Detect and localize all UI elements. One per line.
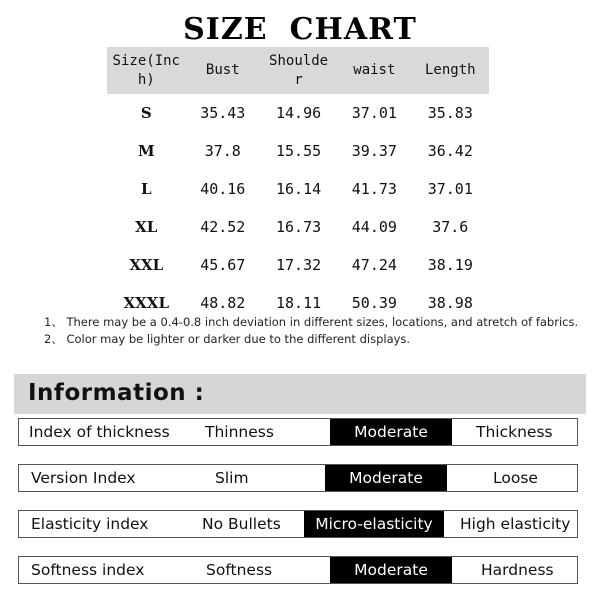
info-row-version bbox=[18, 464, 578, 492]
cell-size: M bbox=[137, 142, 155, 160]
cell-shoulder: 14.96 bbox=[275, 104, 322, 122]
header-size: Size(Inc h) bbox=[107, 47, 186, 94]
info-label: Softness index bbox=[31, 561, 145, 579]
cell-shoulder: 15.55 bbox=[275, 142, 322, 160]
cell-shoulder: 18.11 bbox=[275, 294, 322, 312]
table-row bbox=[107, 246, 489, 284]
note-2: 2、 Color may be lighter or darker due to the different displays. bbox=[44, 332, 411, 346]
header-length: Length bbox=[412, 47, 489, 94]
title-word-chart: CHART bbox=[289, 12, 417, 47]
cell-length: 36.42 bbox=[427, 142, 473, 160]
info-option: High elasticity bbox=[460, 515, 571, 533]
page-title bbox=[0, 12, 600, 47]
cell-length: 37.6 bbox=[432, 218, 469, 236]
cell-size: XXL bbox=[129, 256, 164, 274]
info-option: Loose bbox=[493, 469, 538, 487]
info-row-softness bbox=[18, 556, 578, 584]
cell-size: XL bbox=[135, 218, 158, 236]
note-1: 1、 There may be a 0.4-0.8 inch deviation in different sizes, locations, and atretch of fabrics. bbox=[44, 315, 579, 329]
cell-shoulder: 16.73 bbox=[275, 218, 322, 236]
info-label: Elasticity index bbox=[31, 515, 149, 533]
cell-waist: 41.73 bbox=[351, 180, 397, 198]
notes bbox=[44, 314, 578, 348]
info-option: Thickness bbox=[476, 423, 553, 441]
info-label: Index of thickness bbox=[29, 423, 170, 441]
information-heading: Information : bbox=[28, 380, 205, 406]
info-option-selected: Moderate bbox=[325, 465, 447, 491]
cell-length: 35.83 bbox=[427, 104, 473, 122]
cell-waist: 50.39 bbox=[351, 294, 397, 312]
table-row bbox=[107, 132, 489, 170]
cell-waist: 39.37 bbox=[351, 142, 397, 160]
cell-waist: 47.24 bbox=[351, 256, 397, 274]
cell-length: 38.98 bbox=[427, 294, 473, 312]
cell-waist: 44.09 bbox=[351, 218, 397, 236]
title-word-size: SIZE bbox=[183, 12, 268, 47]
cell-length: 38.19 bbox=[427, 256, 473, 274]
info-option: Slim bbox=[215, 469, 249, 487]
cell-waist: 37.01 bbox=[351, 104, 397, 122]
info-row-thickness bbox=[18, 418, 578, 446]
table-row bbox=[107, 170, 489, 208]
cell-shoulder: 17.32 bbox=[275, 256, 322, 274]
cell-bust: 35.43 bbox=[200, 104, 246, 122]
cell-bust: 48.82 bbox=[200, 294, 246, 312]
info-row-elasticity bbox=[18, 510, 578, 538]
cell-size: XXXL bbox=[123, 294, 169, 312]
info-label: Version Index bbox=[31, 469, 136, 487]
cell-bust: 45.67 bbox=[200, 256, 246, 274]
header-shoulder: Shoulde r bbox=[260, 47, 337, 94]
table-header-row bbox=[107, 47, 489, 94]
cell-bust: 37.8 bbox=[204, 142, 241, 160]
cell-bust: 40.16 bbox=[200, 180, 246, 198]
cell-shoulder: 16.14 bbox=[275, 180, 322, 198]
information-header bbox=[14, 374, 586, 414]
cell-size: L bbox=[141, 180, 152, 198]
info-option: Hardness bbox=[481, 561, 554, 579]
info-option-selected: Moderate bbox=[330, 557, 452, 583]
table-row bbox=[107, 94, 489, 132]
header-waist: waist bbox=[337, 47, 411, 94]
size-chart-table bbox=[107, 47, 489, 322]
info-option: Thinness bbox=[205, 423, 274, 441]
table-row bbox=[107, 208, 489, 246]
info-option: Softness bbox=[206, 561, 273, 579]
info-option: No Bullets bbox=[202, 515, 281, 533]
cell-length: 37.01 bbox=[427, 180, 473, 198]
info-option-selected: Micro-elasticity bbox=[304, 511, 444, 537]
info-option-selected: Moderate bbox=[330, 419, 452, 445]
cell-bust: 42.52 bbox=[200, 218, 246, 236]
cell-size: S bbox=[140, 104, 152, 122]
header-bust: Bust bbox=[186, 47, 260, 94]
